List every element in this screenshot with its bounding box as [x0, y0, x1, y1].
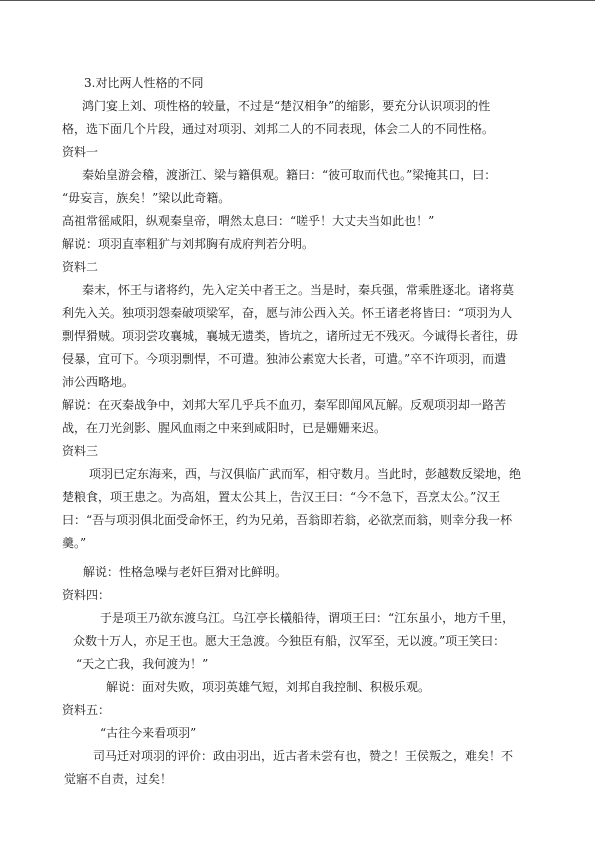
material-1-line-3: 高祖常徭咸阳，纵观秦皇帝，喟然太息曰：“嗟乎！大丈夫当如此也！” [62, 214, 435, 228]
material-1-line-1: 秦始皇游会稽，渡浙江、梁与籍俱观。籍曰：“彼可取而代也。”梁掩其口，曰： [82, 168, 497, 182]
material-4-line-3: “天之亡我，我何渡为！” [76, 657, 209, 671]
material-1-label: 资料一 [62, 145, 99, 159]
material-5-subtitle: “古往今来看项羽” [100, 726, 197, 740]
material-3-line-2: 楚粮食，项王患之。为高俎，置太公其上，告汉王曰：“今不急下，吾烹太公。”汉王 [62, 490, 501, 504]
material-2-note-1: 解说：在灭秦战争中，刘邦大军几乎兵不血刃，秦军即闻风瓦解。反观项羽却一路苦 [62, 398, 507, 412]
material-1-line-2: “毋妄言，族矣！”梁以此奇籍。 [62, 191, 231, 205]
material-2-note-2: 战，在刀光剑影、腥风血雨之中来到咸阳时，已是姗姗来迟。 [62, 421, 387, 435]
material-2-line-5: 沛公西略地。 [62, 375, 135, 389]
material-1-note: 解说：项羽直率粗犷与刘邦胸有成府判若分明。 [62, 237, 315, 251]
material-5-line-2: 觉寤不自责，过矣！ [64, 772, 173, 786]
material-2-line-1: 秦末，怀王与诸将约，先入定关中者王之。当是时，秦兵强，常乘胜逐北。诸将莫 [82, 283, 515, 297]
material-2-line-4: 侵暴，宜可下。今项羽剽悍，不可遣。独沛公素宽大长者，可遣。”卒不许项羽，而遣 [62, 352, 507, 366]
material-3-line-1: 项羽已定东海来，西，与汉俱临广武而军，相守数月。当此时，彭越数反梁地，绝 [89, 467, 522, 481]
intro-line-2: 格，选下面几个片段，通过对项羽、刘邦二人的不同表现，体会二人的不同性格。 [62, 122, 495, 136]
section-title: 3.对比两人性格的不同 [84, 76, 204, 90]
top-rule [0, 0, 595, 1]
material-5-line-1: 司马迁对项羽的评价：政由羽出，近古者未尝有也，赞之！王侯叛之，难矣！不 [93, 749, 514, 763]
material-3-line-4: 羹。” [62, 536, 87, 550]
material-3-line-3: 曰：“吾与项羽俱北面受命怀王，约为兄弟，吾翁即若翁，必欲烹而翁，则幸分我一杯 [62, 513, 513, 527]
material-2-line-2: 利先入关。独项羽怨秦破项梁军，奋，愿与沛公西入关。怀王诸老将皆曰：“项羽为人 [62, 306, 513, 320]
material-4-line-2: 众数十万人，亦足王也。愿大王急渡。今独臣有船，汉军至，无以渡。”项王笑曰： [73, 634, 506, 648]
material-4-line-1: 于是项王乃欲东渡乌江。乌江亭长檥船待，谓项王曰：“江东虽小，地方千里， [100, 611, 515, 625]
intro-line-1: 鸿门宴上刘、项性格的较量，不过是“楚汉相争”的缩影，要充分认识项羽的性 [82, 99, 491, 113]
material-2-label: 资料二 [62, 260, 99, 274]
material-3-label: 资料三 [62, 444, 99, 458]
material-3-note: 解说：性格急噪与老奸巨猾对比鲜明。 [83, 565, 288, 579]
material-4-label: 资料四： [62, 588, 111, 602]
material-4-note: 解说：面对失败，项羽英雄气短，刘邦自我控制、积极乐观。 [106, 680, 431, 694]
material-5-label: 资料五： [62, 703, 111, 717]
material-2-line-3: 剽悍猾贼。项羽尝攻襄城，襄城无遗类，皆坑之，诸所过无不残灭。今诚得长者往，毋 [62, 329, 519, 343]
